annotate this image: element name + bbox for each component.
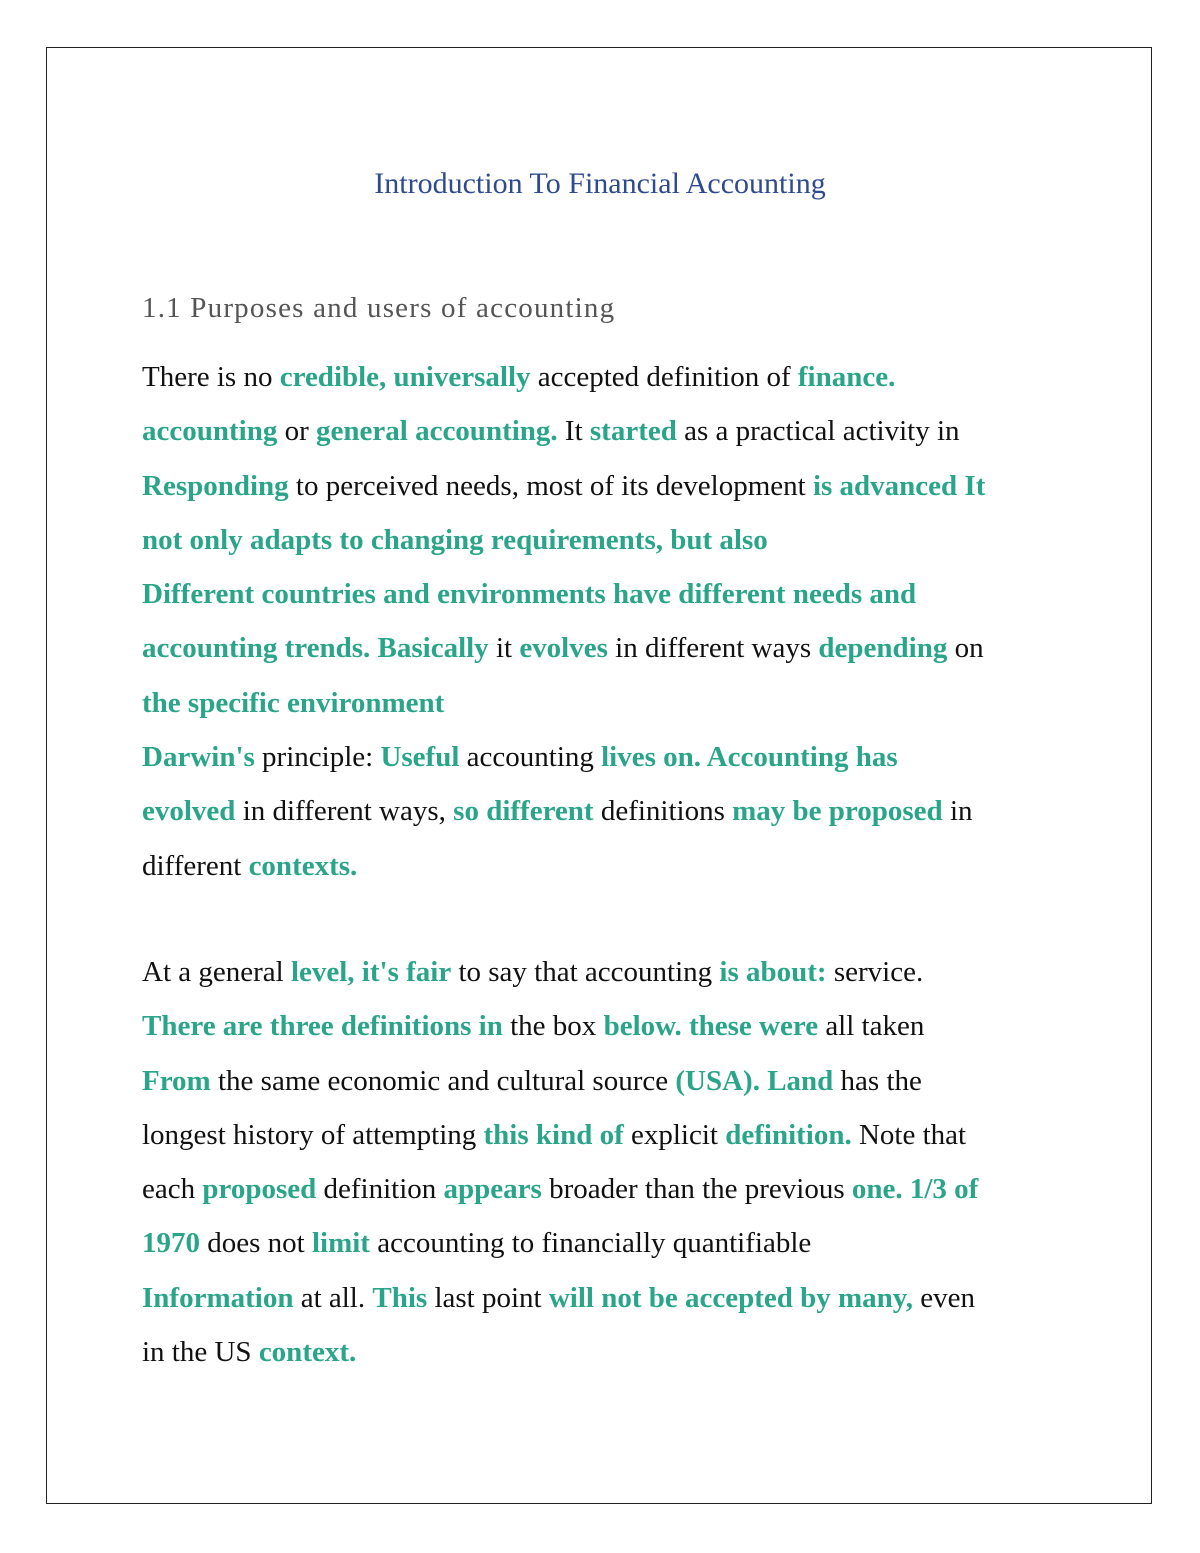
highlighted-text: is advanced It	[812, 469, 986, 502]
body-text-run: accounting	[459, 741, 602, 774]
text-line	[142, 1162, 1142, 1216]
body-text-run: Note that	[851, 1118, 967, 1151]
body-text-run: on	[947, 632, 984, 665]
highlighted-text: contexts.	[248, 849, 358, 882]
paragraph-2	[142, 945, 1142, 1379]
body-text-run: in the US	[142, 1336, 259, 1369]
highlighted-text: definition.	[725, 1118, 852, 1151]
body-text-run: service.	[826, 956, 924, 988]
body-text-run: the same economic and cultural source	[210, 1064, 676, 1097]
highlighted-text: so different	[453, 795, 594, 828]
body-text-run: does not	[200, 1227, 312, 1260]
body-text-run: at all.	[293, 1281, 373, 1314]
highlighted-text: evolves	[519, 632, 608, 665]
highlighted-text: Darwin's	[142, 741, 255, 774]
body-text-run: or	[277, 415, 317, 448]
paragraph-1	[142, 350, 1142, 893]
highlighted-text: started	[589, 415, 677, 448]
body-text-run: definition	[316, 1173, 444, 1206]
body-text-run: all taken	[818, 1010, 925, 1043]
body-text-run: to say that accounting	[451, 956, 720, 988]
body-text-run: to perceived needs, most of its development	[288, 469, 813, 502]
highlighted-text: lives on. Accounting has	[601, 741, 898, 774]
highlighted-text: Useful	[380, 741, 460, 774]
body-text-run: in different ways,	[235, 795, 454, 828]
body-text-run: It	[557, 415, 590, 448]
highlighted-text: From	[142, 1064, 211, 1097]
body-text-run: accounting to financially quantifiable	[369, 1227, 812, 1260]
highlighted-text: not only adapts to changing requirements, but also	[142, 523, 768, 556]
highlighted-text: the specific environment	[142, 686, 445, 719]
highlighted-text: may be proposed	[732, 795, 943, 828]
highlighted-text: There are three definitions in	[142, 1010, 503, 1043]
body-text-run: longest history of attempting	[142, 1118, 484, 1151]
text-line	[142, 404, 1142, 458]
text-line	[142, 1054, 1142, 1108]
highlighted-text: evolved	[142, 795, 236, 828]
body-text-run: definitions	[593, 795, 733, 828]
section-heading: 1.1 Purposes and users of accounting	[142, 292, 616, 324]
text-line	[142, 513, 1142, 567]
highlighted-text: will not be accepted by many,	[548, 1281, 913, 1314]
body-text-run: the box	[502, 1010, 604, 1043]
text-line	[142, 1108, 1142, 1162]
highlighted-text: accounting trends. Basically	[142, 632, 489, 665]
body-text-run: accepted definition of	[530, 361, 798, 393]
text-line	[142, 1216, 1142, 1270]
text-line	[142, 567, 1142, 621]
text-line	[142, 621, 1142, 675]
body-text-run: in	[942, 795, 973, 828]
body-text-run: principle:	[254, 741, 381, 774]
highlighted-text: Responding	[142, 469, 289, 502]
highlighted-text: Different countries and environments have different needs and	[142, 578, 917, 611]
text-line	[142, 945, 1142, 999]
highlighted-text: (USA). Land	[675, 1064, 834, 1097]
body-text-run: different	[142, 849, 249, 882]
body-text-run: as a practical activity in	[676, 415, 960, 448]
text-line	[142, 784, 1142, 838]
body-text-run: in different ways	[607, 632, 819, 665]
body-text-run: At a general	[142, 956, 291, 988]
highlighted-text: one. 1/3 of	[851, 1173, 979, 1206]
highlighted-text: proposed	[202, 1173, 317, 1206]
text-line	[142, 676, 1142, 730]
highlighted-text: level, it's fair	[290, 956, 452, 988]
text-line	[142, 1271, 1142, 1325]
body-text-run: each	[142, 1173, 203, 1206]
body-text-run: has the	[833, 1064, 922, 1097]
document-title: Introduction To Financial Accounting	[374, 167, 826, 200]
body-text-run: broader than the previous	[541, 1173, 852, 1206]
highlighted-text: finance.	[797, 361, 896, 393]
text-line	[142, 999, 1142, 1053]
highlighted-text: accounting	[142, 415, 278, 448]
body-text-run: explicit	[623, 1118, 726, 1151]
highlighted-text: limit	[311, 1227, 370, 1260]
highlighted-text: 1970	[142, 1227, 200, 1260]
text-line	[142, 459, 1142, 513]
text-line	[142, 839, 1142, 893]
text-line	[142, 1325, 1142, 1379]
highlighted-text: this kind of	[483, 1118, 624, 1151]
body-text-run: even	[912, 1281, 975, 1314]
highlighted-text: appears	[443, 1173, 542, 1206]
highlighted-text: depending	[818, 632, 948, 665]
highlighted-text: general accounting.	[316, 415, 558, 448]
highlighted-text: This	[372, 1281, 428, 1314]
body-text-run: last point	[427, 1281, 549, 1314]
highlighted-text: is about:	[719, 956, 827, 988]
text-line	[142, 350, 1142, 404]
highlighted-text: Information	[142, 1281, 294, 1314]
text-line	[142, 730, 1142, 784]
body-text-run: There is no	[142, 361, 280, 393]
highlighted-text: context.	[258, 1336, 357, 1369]
body-text-run: it	[488, 632, 520, 665]
highlighted-text: credible, universally	[279, 361, 531, 393]
highlighted-text: below. these were	[603, 1010, 819, 1043]
